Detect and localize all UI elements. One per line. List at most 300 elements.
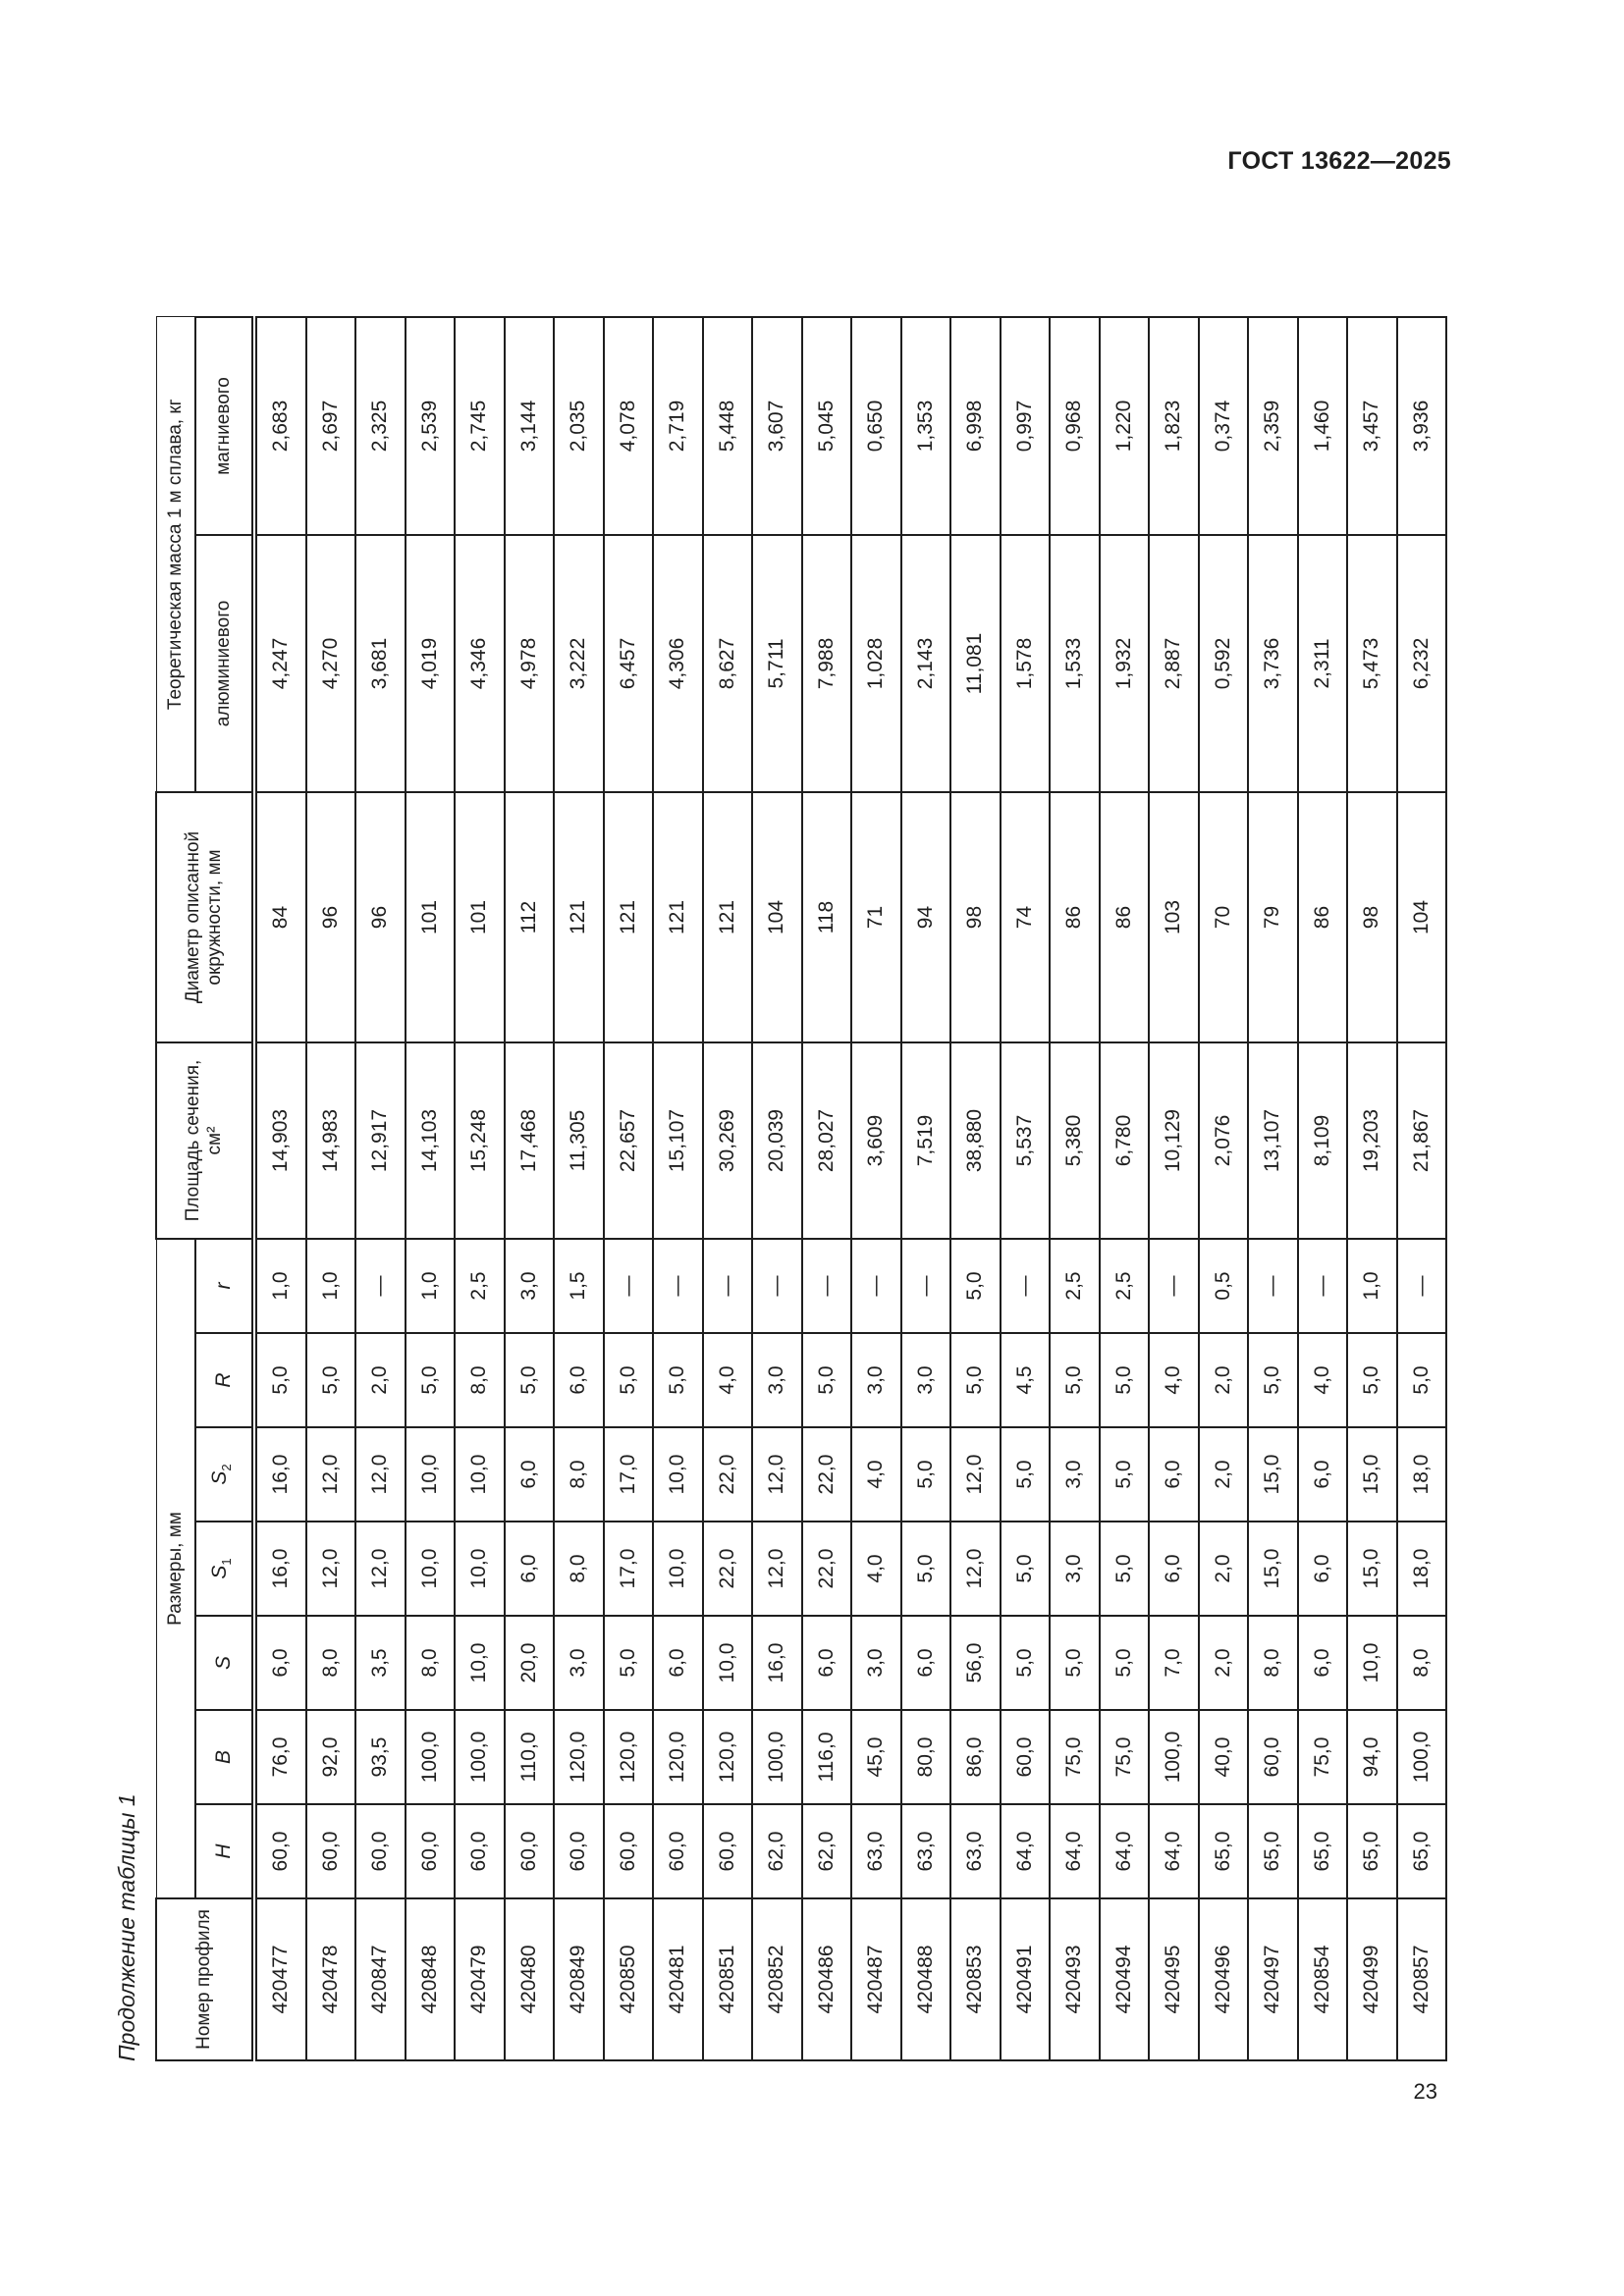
table-row xyxy=(554,317,604,2060)
cell-S: 6,0 xyxy=(802,1616,852,1710)
cell-diameter: 79 xyxy=(1248,792,1298,1042)
cell-B: 120,0 xyxy=(653,1710,703,1804)
cell-diameter: 86 xyxy=(1050,792,1100,1042)
cell-H: 65,0 xyxy=(1347,1804,1397,1898)
cell-S: 3,0 xyxy=(851,1616,901,1710)
cell-B: 92,0 xyxy=(306,1710,356,1804)
table-caption: Продолжение таблицы 1 xyxy=(114,1793,139,2061)
cell-diameter: 103 xyxy=(1149,792,1199,1042)
cell-mass-aluminium: 7,988 xyxy=(802,535,852,792)
cell-mass-aluminium: 5,473 xyxy=(1347,535,1397,792)
header-S2 xyxy=(195,1427,254,1522)
cell-H: 65,0 xyxy=(1199,1804,1249,1898)
header-S: S xyxy=(195,1616,254,1710)
cell-mass-magnesium: 0,997 xyxy=(1001,317,1051,535)
cell-B: 100,0 xyxy=(406,1710,456,1804)
header-dimensions: Размеры, мм xyxy=(156,1239,195,1898)
cell-profile-number: 420495 xyxy=(1149,1898,1199,2060)
cell-mass-aluminium: 1,932 xyxy=(1100,535,1150,792)
table-row xyxy=(254,317,306,2060)
cell-H: 60,0 xyxy=(505,1804,555,1898)
cell-S2: 22,0 xyxy=(703,1427,753,1522)
cell-H: 64,0 xyxy=(1001,1804,1051,1898)
cell-area: 22,657 xyxy=(604,1042,654,1239)
cell-area: 15,107 xyxy=(653,1042,703,1239)
cell-r: 1,0 xyxy=(1347,1239,1397,1333)
cell-B: 45,0 xyxy=(851,1710,901,1804)
cell-R: 5,0 xyxy=(1347,1333,1397,1427)
cell-S: 10,0 xyxy=(1347,1616,1397,1710)
cell-B: 100,0 xyxy=(752,1710,802,1804)
cell-mass-magnesium: 0,968 xyxy=(1050,317,1100,535)
cell-mass-magnesium: 5,448 xyxy=(703,317,753,535)
cell-S1: 12,0 xyxy=(752,1522,802,1616)
cell-R: 5,0 xyxy=(505,1333,555,1427)
cell-r: 2,5 xyxy=(455,1239,505,1333)
cell-diameter: 104 xyxy=(1397,792,1447,1042)
table-row xyxy=(1100,317,1150,2060)
header-R: R xyxy=(195,1333,254,1427)
cell-mass-aluminium: 3,736 xyxy=(1248,535,1298,792)
table-row xyxy=(1050,317,1100,2060)
cell-mass-aluminium: 4,270 xyxy=(306,535,356,792)
cell-B: 120,0 xyxy=(554,1710,604,1804)
header-S1-subscript: 1 xyxy=(219,1558,235,1566)
cell-S1: 10,0 xyxy=(653,1522,703,1616)
table-row xyxy=(355,317,406,2060)
table-row xyxy=(505,317,555,2060)
cell-diameter: 121 xyxy=(703,792,753,1042)
cell-R: 8,0 xyxy=(455,1333,505,1427)
cell-mass-magnesium: 3,936 xyxy=(1397,317,1447,535)
cell-S: 20,0 xyxy=(505,1616,555,1710)
table-row xyxy=(1298,317,1348,2060)
cell-area: 5,537 xyxy=(1001,1042,1051,1239)
cell-S2: 4,0 xyxy=(851,1427,901,1522)
cell-B: 75,0 xyxy=(1298,1710,1348,1804)
cell-mass-aluminium: 3,222 xyxy=(554,535,604,792)
table-row xyxy=(752,317,802,2060)
cell-S2: 10,0 xyxy=(406,1427,456,1522)
cell-S: 5,0 xyxy=(604,1616,654,1710)
table-row xyxy=(455,317,505,2060)
cell-H: 60,0 xyxy=(306,1804,356,1898)
cell-S: 16,0 xyxy=(752,1616,802,1710)
cell-r: — xyxy=(1298,1239,1348,1333)
cell-B: 75,0 xyxy=(1050,1710,1100,1804)
cell-S: 8,0 xyxy=(406,1616,456,1710)
cell-H: 60,0 xyxy=(653,1804,703,1898)
cell-H: 65,0 xyxy=(1298,1804,1348,1898)
cell-profile-number: 420851 xyxy=(703,1898,753,2060)
cell-S1: 12,0 xyxy=(950,1522,1001,1616)
cell-diameter: 121 xyxy=(653,792,703,1042)
cell-S2: 6,0 xyxy=(1149,1427,1199,1522)
cell-profile-number: 420852 xyxy=(752,1898,802,2060)
cell-S2: 15,0 xyxy=(1248,1427,1298,1522)
cell-profile-number: 420479 xyxy=(455,1898,505,2060)
cell-area: 14,983 xyxy=(306,1042,356,1239)
cell-S1: 2,0 xyxy=(1199,1522,1249,1616)
cell-area: 28,027 xyxy=(802,1042,852,1239)
table-row xyxy=(1199,317,1249,2060)
cell-profile-number: 420849 xyxy=(554,1898,604,2060)
header-S1 xyxy=(195,1522,254,1616)
cell-S: 3,5 xyxy=(355,1616,406,1710)
cell-S: 5,0 xyxy=(1100,1616,1150,1710)
cell-area: 11,305 xyxy=(554,1042,604,1239)
cell-diameter: 71 xyxy=(851,792,901,1042)
cell-profile-number: 420848 xyxy=(406,1898,456,2060)
cell-mass-magnesium: 1,823 xyxy=(1149,317,1199,535)
cell-mass-magnesium: 2,697 xyxy=(306,317,356,535)
cell-B: 100,0 xyxy=(1149,1710,1199,1804)
cell-profile-number: 420496 xyxy=(1199,1898,1249,2060)
cell-B: 60,0 xyxy=(1248,1710,1298,1804)
cell-B: 93,5 xyxy=(355,1710,406,1804)
cell-area: 21,867 xyxy=(1397,1042,1447,1239)
header-S1-symbol: S xyxy=(208,1565,232,1579)
cell-mass-magnesium: 4,078 xyxy=(604,317,654,535)
cell-mass-aluminium: 1,578 xyxy=(1001,535,1051,792)
cell-R: 4,0 xyxy=(1298,1333,1348,1427)
cell-profile-number: 420477 xyxy=(254,1898,306,2060)
cell-mass-aluminium: 1,028 xyxy=(851,535,901,792)
profiles-table xyxy=(155,316,1447,2061)
cell-diameter: 86 xyxy=(1298,792,1348,1042)
cell-area: 12,917 xyxy=(355,1042,406,1239)
cell-diameter: 121 xyxy=(604,792,654,1042)
cell-S2: 17,0 xyxy=(604,1427,654,1522)
table-row xyxy=(1347,317,1397,2060)
cell-S2: 5,0 xyxy=(1100,1427,1150,1522)
cell-H: 60,0 xyxy=(254,1804,306,1898)
cell-profile-number: 420853 xyxy=(950,1898,1001,2060)
cell-profile-number: 420487 xyxy=(851,1898,901,2060)
cell-diameter: 101 xyxy=(455,792,505,1042)
cell-diameter: 84 xyxy=(254,792,306,1042)
cell-area: 6,780 xyxy=(1100,1042,1150,1239)
cell-r: — xyxy=(1149,1239,1199,1333)
cell-S: 6,0 xyxy=(901,1616,951,1710)
cell-S1: 17,0 xyxy=(604,1522,654,1616)
cell-r: — xyxy=(752,1239,802,1333)
cell-S1: 5,0 xyxy=(1100,1522,1150,1616)
table-row xyxy=(1248,317,1298,2060)
cell-profile-number: 420857 xyxy=(1397,1898,1447,2060)
cell-R: 4,0 xyxy=(703,1333,753,1427)
cell-r: — xyxy=(604,1239,654,1333)
cell-R: 5,0 xyxy=(950,1333,1001,1427)
cell-S1: 6,0 xyxy=(1298,1522,1348,1616)
cell-S1: 16,0 xyxy=(254,1522,306,1616)
cell-R: 5,0 xyxy=(406,1333,456,1427)
cell-diameter: 104 xyxy=(752,792,802,1042)
cell-profile-number: 420493 xyxy=(1050,1898,1100,2060)
cell-mass-magnesium: 2,325 xyxy=(355,317,406,535)
cell-S2: 15,0 xyxy=(1347,1427,1397,1522)
cell-r: — xyxy=(1397,1239,1447,1333)
cell-area: 17,468 xyxy=(505,1042,555,1239)
cell-H: 60,0 xyxy=(455,1804,505,1898)
cell-mass-magnesium: 2,719 xyxy=(653,317,703,535)
cell-area: 7,519 xyxy=(901,1042,951,1239)
cell-R: 5,0 xyxy=(802,1333,852,1427)
cell-r: — xyxy=(703,1239,753,1333)
cell-B: 76,0 xyxy=(254,1710,306,1804)
cell-S1: 6,0 xyxy=(1149,1522,1199,1616)
cell-diameter: 112 xyxy=(505,792,555,1042)
cell-R: 5,0 xyxy=(1248,1333,1298,1427)
cell-area: 10,129 xyxy=(1149,1042,1199,1239)
cell-r: 3,0 xyxy=(505,1239,555,1333)
cell-B: 60,0 xyxy=(1001,1710,1051,1804)
cell-S2: 10,0 xyxy=(653,1427,703,1522)
cell-mass-magnesium: 2,359 xyxy=(1248,317,1298,535)
cell-B: 40,0 xyxy=(1199,1710,1249,1804)
cell-area: 20,039 xyxy=(752,1042,802,1239)
cell-r: 5,0 xyxy=(950,1239,1001,1333)
cell-B: 80,0 xyxy=(901,1710,951,1804)
cell-S1: 15,0 xyxy=(1248,1522,1298,1616)
cell-B: 110,0 xyxy=(505,1710,555,1804)
cell-S1: 6,0 xyxy=(505,1522,555,1616)
cell-mass-magnesium: 2,035 xyxy=(554,317,604,535)
cell-mass-aluminium: 4,306 xyxy=(653,535,703,792)
table-row xyxy=(604,317,654,2060)
cell-B: 100,0 xyxy=(1397,1710,1447,1804)
cell-mass-aluminium: 11,081 xyxy=(950,535,1001,792)
cell-profile-number: 420486 xyxy=(802,1898,852,2060)
table-row xyxy=(802,317,852,2060)
cell-r: 1,0 xyxy=(406,1239,456,1333)
cell-mass-magnesium: 0,374 xyxy=(1199,317,1249,535)
cell-R: 4,5 xyxy=(1001,1333,1051,1427)
cell-mass-aluminium: 0,592 xyxy=(1199,535,1249,792)
cell-R: 5,0 xyxy=(254,1333,306,1427)
cell-mass-magnesium: 1,220 xyxy=(1100,317,1150,535)
cell-S: 6,0 xyxy=(653,1616,703,1710)
cell-S1: 3,0 xyxy=(1050,1522,1100,1616)
cell-S2: 5,0 xyxy=(1001,1427,1051,1522)
cell-R: 5,0 xyxy=(1397,1333,1447,1427)
cell-mass-magnesium: 5,045 xyxy=(802,317,852,535)
cell-area: 8,109 xyxy=(1298,1042,1348,1239)
cell-B: 86,0 xyxy=(950,1710,1001,1804)
table-body xyxy=(254,317,1446,2060)
cell-mass-aluminium: 4,247 xyxy=(254,535,306,792)
cell-H: 60,0 xyxy=(604,1804,654,1898)
cell-R: 2,0 xyxy=(355,1333,406,1427)
cell-S: 6,0 xyxy=(254,1616,306,1710)
cell-H: 64,0 xyxy=(1050,1804,1100,1898)
cell-mass-magnesium: 3,457 xyxy=(1347,317,1397,535)
cell-S: 5,0 xyxy=(1001,1616,1051,1710)
cell-H: 62,0 xyxy=(802,1804,852,1898)
cell-S2: 12,0 xyxy=(355,1427,406,1522)
cell-S: 5,0 xyxy=(1050,1616,1100,1710)
cell-r: — xyxy=(1248,1239,1298,1333)
cell-R: 5,0 xyxy=(306,1333,356,1427)
cell-S2: 16,0 xyxy=(254,1427,306,1522)
table-row xyxy=(653,317,703,2060)
cell-profile-number: 420494 xyxy=(1100,1898,1150,2060)
cell-R: 3,0 xyxy=(851,1333,901,1427)
cell-S2: 10,0 xyxy=(455,1427,505,1522)
table-row xyxy=(901,317,951,2060)
cell-S2: 12,0 xyxy=(306,1427,356,1522)
table-row xyxy=(406,317,456,2060)
cell-S: 56,0 xyxy=(950,1616,1001,1710)
cell-profile-number: 420478 xyxy=(306,1898,356,2060)
header-S2-subscript: 2 xyxy=(219,1464,235,1471)
cell-diameter: 96 xyxy=(355,792,406,1042)
cell-B: 100,0 xyxy=(455,1710,505,1804)
cell-B: 120,0 xyxy=(604,1710,654,1804)
cell-H: 65,0 xyxy=(1397,1804,1447,1898)
cell-S1: 18,0 xyxy=(1397,1522,1447,1616)
cell-profile-number: 420499 xyxy=(1347,1898,1397,2060)
cell-mass-aluminium: 3,681 xyxy=(355,535,406,792)
header-mass: Теоретическая масса 1 м сплава, кг xyxy=(156,317,195,792)
cell-mass-magnesium: 3,607 xyxy=(752,317,802,535)
cell-H: 64,0 xyxy=(1149,1804,1199,1898)
cell-diameter: 118 xyxy=(802,792,852,1042)
cell-H: 60,0 xyxy=(355,1804,406,1898)
cell-H: 63,0 xyxy=(851,1804,901,1898)
cell-r: — xyxy=(851,1239,901,1333)
cell-mass-aluminium: 6,457 xyxy=(604,535,654,792)
cell-S1: 10,0 xyxy=(455,1522,505,1616)
cell-r: 1,0 xyxy=(254,1239,306,1333)
cell-S2: 2,0 xyxy=(1199,1427,1249,1522)
cell-S2: 18,0 xyxy=(1397,1427,1447,1522)
cell-r: 2,5 xyxy=(1100,1239,1150,1333)
cell-S1: 4,0 xyxy=(851,1522,901,1616)
cell-r: 1,0 xyxy=(306,1239,356,1333)
header-mass-magnesium: магниевого xyxy=(195,317,254,535)
cell-R: 3,0 xyxy=(901,1333,951,1427)
cell-R: 5,0 xyxy=(653,1333,703,1427)
cell-S1: 12,0 xyxy=(355,1522,406,1616)
table-row xyxy=(950,317,1001,2060)
cell-S: 10,0 xyxy=(455,1616,505,1710)
cell-H: 64,0 xyxy=(1100,1804,1150,1898)
cell-area: 14,903 xyxy=(254,1042,306,1239)
table-row xyxy=(1397,317,1447,2060)
table-row xyxy=(306,317,356,2060)
cell-S: 3,0 xyxy=(554,1616,604,1710)
cell-mass-magnesium: 6,998 xyxy=(950,317,1001,535)
cell-diameter: 94 xyxy=(901,792,951,1042)
cell-diameter: 70 xyxy=(1199,792,1249,1042)
cell-S2: 6,0 xyxy=(1298,1427,1348,1522)
cell-S1: 10,0 xyxy=(406,1522,456,1616)
header-area xyxy=(156,1042,254,1239)
cell-r: 0,5 xyxy=(1199,1239,1249,1333)
cell-S1: 8,0 xyxy=(554,1522,604,1616)
cell-H: 62,0 xyxy=(752,1804,802,1898)
cell-S1: 5,0 xyxy=(1001,1522,1051,1616)
cell-mass-magnesium: 1,353 xyxy=(901,317,951,535)
cell-area: 19,203 xyxy=(1347,1042,1397,1239)
cell-S2: 22,0 xyxy=(802,1427,852,1522)
cell-diameter: 98 xyxy=(1347,792,1397,1042)
cell-area: 30,269 xyxy=(703,1042,753,1239)
cell-mass-magnesium: 2,539 xyxy=(406,317,456,535)
cell-diameter: 96 xyxy=(306,792,356,1042)
page-number: 23 xyxy=(1413,2079,1437,2104)
cell-profile-number: 420847 xyxy=(355,1898,406,2060)
cell-area: 15,248 xyxy=(455,1042,505,1239)
cell-S2: 12,0 xyxy=(950,1427,1001,1522)
header-S2-symbol: S xyxy=(208,1470,232,1485)
cell-S1: 22,0 xyxy=(802,1522,852,1616)
cell-R: 4,0 xyxy=(1149,1333,1199,1427)
cell-mass-aluminium: 4,978 xyxy=(505,535,555,792)
cell-profile-number: 420480 xyxy=(505,1898,555,2060)
cell-r: — xyxy=(1001,1239,1051,1333)
cell-profile-number: 420850 xyxy=(604,1898,654,2060)
cell-mass-aluminium: 4,346 xyxy=(455,535,505,792)
cell-R: 3,0 xyxy=(752,1333,802,1427)
table-row xyxy=(1001,317,1051,2060)
cell-diameter: 86 xyxy=(1100,792,1150,1042)
cell-S: 7,0 xyxy=(1149,1616,1199,1710)
cell-mass-aluminium: 6,232 xyxy=(1397,535,1447,792)
cell-r: 1,5 xyxy=(554,1239,604,1333)
cell-S1: 12,0 xyxy=(306,1522,356,1616)
cell-profile-number: 420481 xyxy=(653,1898,703,2060)
cell-mass-aluminium: 2,887 xyxy=(1149,535,1199,792)
standard-designation: ГОСТ 13622—2025 xyxy=(1227,147,1451,175)
cell-S2: 5,0 xyxy=(901,1427,951,1522)
cell-diameter: 74 xyxy=(1001,792,1051,1042)
cell-area: 3,609 xyxy=(851,1042,901,1239)
cell-r: — xyxy=(355,1239,406,1333)
cell-R: 2,0 xyxy=(1199,1333,1249,1427)
cell-H: 65,0 xyxy=(1248,1804,1298,1898)
header-H: H xyxy=(195,1804,254,1898)
cell-S: 8,0 xyxy=(1248,1616,1298,1710)
header-r: r xyxy=(195,1239,254,1333)
cell-R: 5,0 xyxy=(604,1333,654,1427)
cell-S: 10,0 xyxy=(703,1616,753,1710)
cell-profile-number: 420497 xyxy=(1248,1898,1298,2060)
cell-mass-magnesium: 3,144 xyxy=(505,317,555,535)
cell-S2: 12,0 xyxy=(752,1427,802,1522)
cell-S2: 3,0 xyxy=(1050,1427,1100,1522)
cell-area: 2,076 xyxy=(1199,1042,1249,1239)
cell-profile-number: 420488 xyxy=(901,1898,951,2060)
cell-mass-magnesium: 1,460 xyxy=(1298,317,1348,535)
cell-S1: 5,0 xyxy=(901,1522,951,1616)
cell-H: 63,0 xyxy=(950,1804,1001,1898)
cell-S2: 6,0 xyxy=(505,1427,555,1522)
cell-area: 13,107 xyxy=(1248,1042,1298,1239)
cell-S: 2,0 xyxy=(1199,1616,1249,1710)
cell-mass-aluminium: 2,143 xyxy=(901,535,951,792)
cell-mass-aluminium: 4,019 xyxy=(406,535,456,792)
header-profile-number: Номер профиля xyxy=(156,1898,254,2060)
cell-profile-number: 420491 xyxy=(1001,1898,1051,2060)
cell-H: 63,0 xyxy=(901,1804,951,1898)
cell-B: 75,0 xyxy=(1100,1710,1150,1804)
cell-S1: 15,0 xyxy=(1347,1522,1397,1616)
cell-area: 38,880 xyxy=(950,1042,1001,1239)
cell-mass-aluminium: 8,627 xyxy=(703,535,753,792)
cell-r: 2,5 xyxy=(1050,1239,1100,1333)
